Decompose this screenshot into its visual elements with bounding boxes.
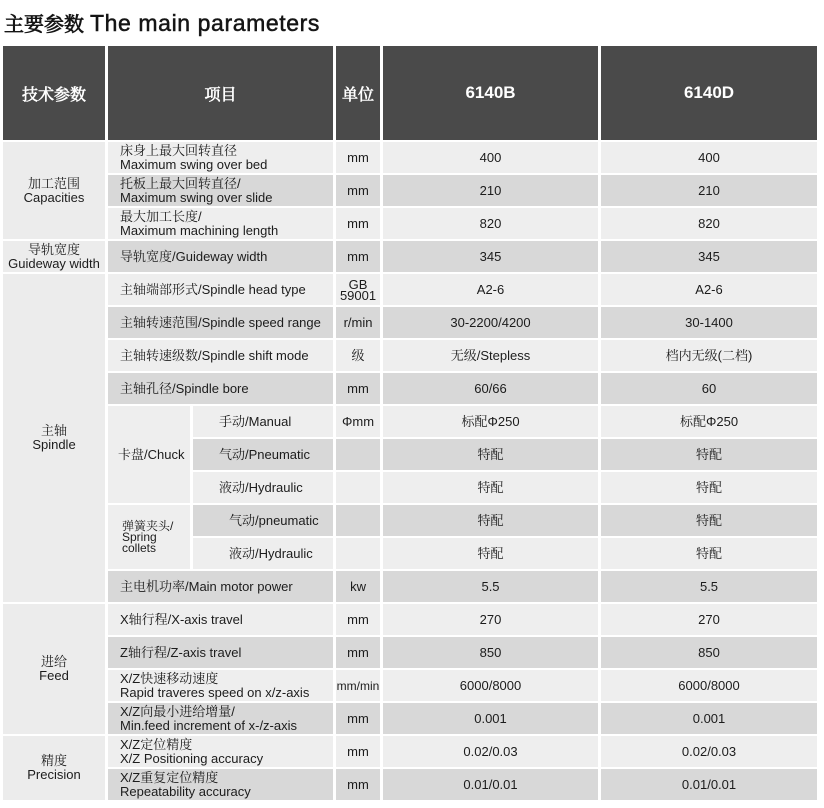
item-label: X轴行程/X-axis travel	[120, 611, 243, 627]
table-row	[3, 175, 817, 206]
unit-cell: r/min	[336, 307, 380, 338]
item-cell	[108, 208, 333, 239]
item-label: Z轴行程/Z-axis travel	[120, 644, 242, 660]
item-label-cn: X/Z快速移动速度	[120, 670, 219, 686]
value-6140d: 标配Φ250	[601, 406, 817, 437]
header-unit: 单位	[336, 46, 380, 140]
unit-line: GB	[348, 276, 368, 292]
category-label-cn: 进给	[40, 654, 67, 669]
table-row	[3, 670, 817, 701]
item-cell	[108, 736, 333, 767]
unit-cell: mm	[336, 736, 380, 767]
item-label-en: Rapid traveres speed on x/z-axis	[120, 684, 310, 700]
unit-cell	[336, 274, 380, 305]
unit-cell: kw	[336, 571, 380, 602]
value-6140b: 30-2200/4200	[383, 307, 598, 338]
value-6140b: 850	[383, 637, 598, 668]
item-label: 手动/Manual	[219, 413, 292, 429]
value-6140b: 400	[383, 142, 598, 173]
subgroup-label: collets	[122, 540, 157, 555]
item-label-en: Maximum swing over bed	[120, 156, 268, 172]
item-label: 气动/pneumatic	[229, 512, 319, 528]
category-label-en: Feed	[39, 668, 69, 683]
spec-table	[0, 44, 820, 802]
item-label-cn: 床身上最大回转直径	[120, 142, 238, 158]
unit-line: 59001	[339, 287, 377, 303]
item-cell	[108, 274, 333, 305]
item-label: 液动/Hydraulic	[219, 479, 303, 495]
item-label-en: Maximum machining length	[120, 222, 279, 238]
value-6140d: 0.02/0.03	[601, 736, 817, 767]
value-6140d: 特配	[601, 505, 817, 536]
subitem-cell	[193, 538, 333, 569]
value-6140d: 0.01/0.01	[601, 769, 817, 800]
unit-cell: mm	[336, 373, 380, 404]
item-cell	[108, 637, 333, 668]
subitem-cell	[193, 505, 333, 536]
subitem-cell	[193, 406, 333, 437]
subitem-cell	[193, 439, 333, 470]
value-6140d: 345	[601, 241, 817, 272]
unit-cell: mm	[336, 769, 380, 800]
category-label-cn: 精度	[40, 753, 67, 768]
table-row	[3, 142, 817, 173]
item-label-cn: X/Z向最小进给增量/	[120, 703, 235, 719]
value-6140b: A2-6	[383, 274, 598, 305]
item-cell	[108, 703, 333, 734]
table-row	[3, 604, 817, 635]
unit-cell	[336, 505, 380, 536]
value-6140b: 特配	[383, 439, 598, 470]
value-6140d: 60	[601, 373, 817, 404]
category-label-cn: 导轨宽度	[27, 241, 80, 257]
table-row	[3, 505, 817, 536]
item-cell	[108, 142, 333, 173]
value-6140d: 5.5	[601, 571, 817, 602]
category-label-en: Guideway width	[8, 255, 100, 271]
table-row	[3, 373, 817, 404]
subgroup-spring-collets	[108, 505, 190, 569]
table-row	[3, 241, 817, 272]
unit-cell: mm/min	[336, 670, 380, 701]
unit-cell: mm	[336, 241, 380, 272]
page-title-cn: 主要参数	[4, 14, 84, 36]
unit-cell: mm	[336, 142, 380, 173]
table-row	[3, 736, 817, 767]
category-feed	[3, 604, 105, 734]
unit-cell: mm	[336, 208, 380, 239]
table-row	[3, 703, 817, 734]
value-6140d: 820	[601, 208, 817, 239]
value-6140d: 0.001	[601, 703, 817, 734]
table-row	[3, 340, 817, 371]
item-label: 主轴转速范围/Spindle speed range	[120, 314, 321, 330]
item-label-en: Min.feed increment of x-/z-axis	[120, 717, 298, 733]
subgroup-chuck	[108, 406, 190, 503]
value-6140b: 210	[383, 175, 598, 206]
item-label: 主轴端部形式/Spindle head type	[120, 281, 306, 297]
item-label: 主电机功率/Main motor power	[120, 578, 293, 594]
item-label-cn: X/Z定位精度	[120, 736, 193, 752]
category-label-cn: 加工范围	[27, 175, 80, 191]
value-6140d: 400	[601, 142, 817, 173]
subgroup-label: 卡盘/Chuck	[118, 446, 185, 462]
category-label-en: Precision	[27, 767, 81, 782]
subitem-cell	[193, 472, 333, 503]
unit-cell: 级	[336, 340, 380, 371]
value-6140d: 210	[601, 175, 817, 206]
value-6140b: 270	[383, 604, 598, 635]
table-row	[3, 571, 817, 602]
unit-cell	[336, 538, 380, 569]
value-6140d: A2-6	[601, 274, 817, 305]
value-6140b: 特配	[383, 472, 598, 503]
value-6140b: 5.5	[383, 571, 598, 602]
category-precision	[3, 736, 105, 800]
subgroup-label: 弹簧夹头/	[122, 518, 174, 533]
item-cell	[108, 604, 333, 635]
value-6140b: 60/66	[383, 373, 598, 404]
item-cell	[108, 241, 333, 272]
value-6140d: 特配	[601, 439, 817, 470]
item-cell	[108, 175, 333, 206]
header-model-6140b: 6140B	[383, 46, 598, 140]
header-model-6140d: 6140D	[601, 46, 817, 140]
item-cell	[108, 670, 333, 701]
table-row	[3, 208, 817, 239]
item-label-cn: X/Z重复定位精度	[120, 769, 219, 785]
value-6140b: 345	[383, 241, 598, 272]
item-label: 导轨宽度/Guideway width	[120, 248, 268, 264]
header-category: 技术参数	[3, 46, 105, 140]
value-6140d: 850	[601, 637, 817, 668]
category-label-cn: 主轴	[40, 423, 67, 438]
category-label-en: Capacities	[23, 189, 85, 205]
value-6140b: 特配	[383, 538, 598, 569]
item-cell	[108, 373, 333, 404]
item-label: 气动/Pneumatic	[219, 446, 311, 462]
table-row	[3, 769, 817, 800]
table-row	[3, 274, 817, 305]
table-row	[3, 406, 817, 437]
value-6140b: 标配Φ250	[383, 406, 598, 437]
value-6140b: 820	[383, 208, 598, 239]
subgroup-label: Spring	[122, 529, 157, 544]
value-6140d: 6000/8000	[601, 670, 817, 701]
unit-cell: mm	[336, 604, 380, 635]
table-row	[3, 637, 817, 668]
value-6140b: 0.01/0.01	[383, 769, 598, 800]
item-cell	[108, 340, 333, 371]
unit-cell: mm	[336, 703, 380, 734]
value-6140d: 30-1400	[601, 307, 817, 338]
value-6140d: 特配	[601, 538, 817, 569]
value-6140d: 特配	[601, 472, 817, 503]
unit-cell	[336, 439, 380, 470]
value-6140d: 档内无级(二档)	[601, 340, 817, 371]
page-title	[4, 8, 320, 42]
item-label-cn: 最大加工长度/	[120, 208, 202, 224]
header-row	[3, 46, 817, 140]
item-cell	[108, 769, 333, 800]
item-cell	[108, 571, 333, 602]
value-6140b: 无级/Stepless	[383, 340, 598, 371]
page-title-en: The main parameters	[90, 10, 320, 36]
value-6140b: 6000/8000	[383, 670, 598, 701]
category-label-en: Spindle	[32, 437, 76, 452]
value-6140b: 0.001	[383, 703, 598, 734]
item-label: 液动/Hydraulic	[229, 545, 313, 561]
table-row	[3, 307, 817, 338]
unit-cell: mm	[336, 637, 380, 668]
unit-cell: Φmm	[336, 406, 380, 437]
category-spindle	[3, 274, 105, 602]
item-cell	[108, 307, 333, 338]
category-guideway-width	[3, 241, 105, 272]
header-item: 项目	[108, 46, 333, 140]
item-label-en: Maximum swing over slide	[120, 189, 273, 205]
unit-cell	[336, 472, 380, 503]
value-6140b: 特配	[383, 505, 598, 536]
category-capacities	[3, 142, 105, 239]
item-label: 主轴孔径/Spindle bore	[120, 380, 249, 396]
unit-cell: mm	[336, 175, 380, 206]
value-6140d: 270	[601, 604, 817, 635]
item-label-en: X/Z Positioning accuracy	[120, 750, 264, 766]
item-label-cn: 托板上最大回转直径/	[120, 175, 241, 191]
value-6140b: 0.02/0.03	[383, 736, 598, 767]
item-label-en: Repeatability accuracy	[120, 783, 251, 799]
item-label: 主轴转速级数/Spindle shift mode	[120, 347, 309, 363]
